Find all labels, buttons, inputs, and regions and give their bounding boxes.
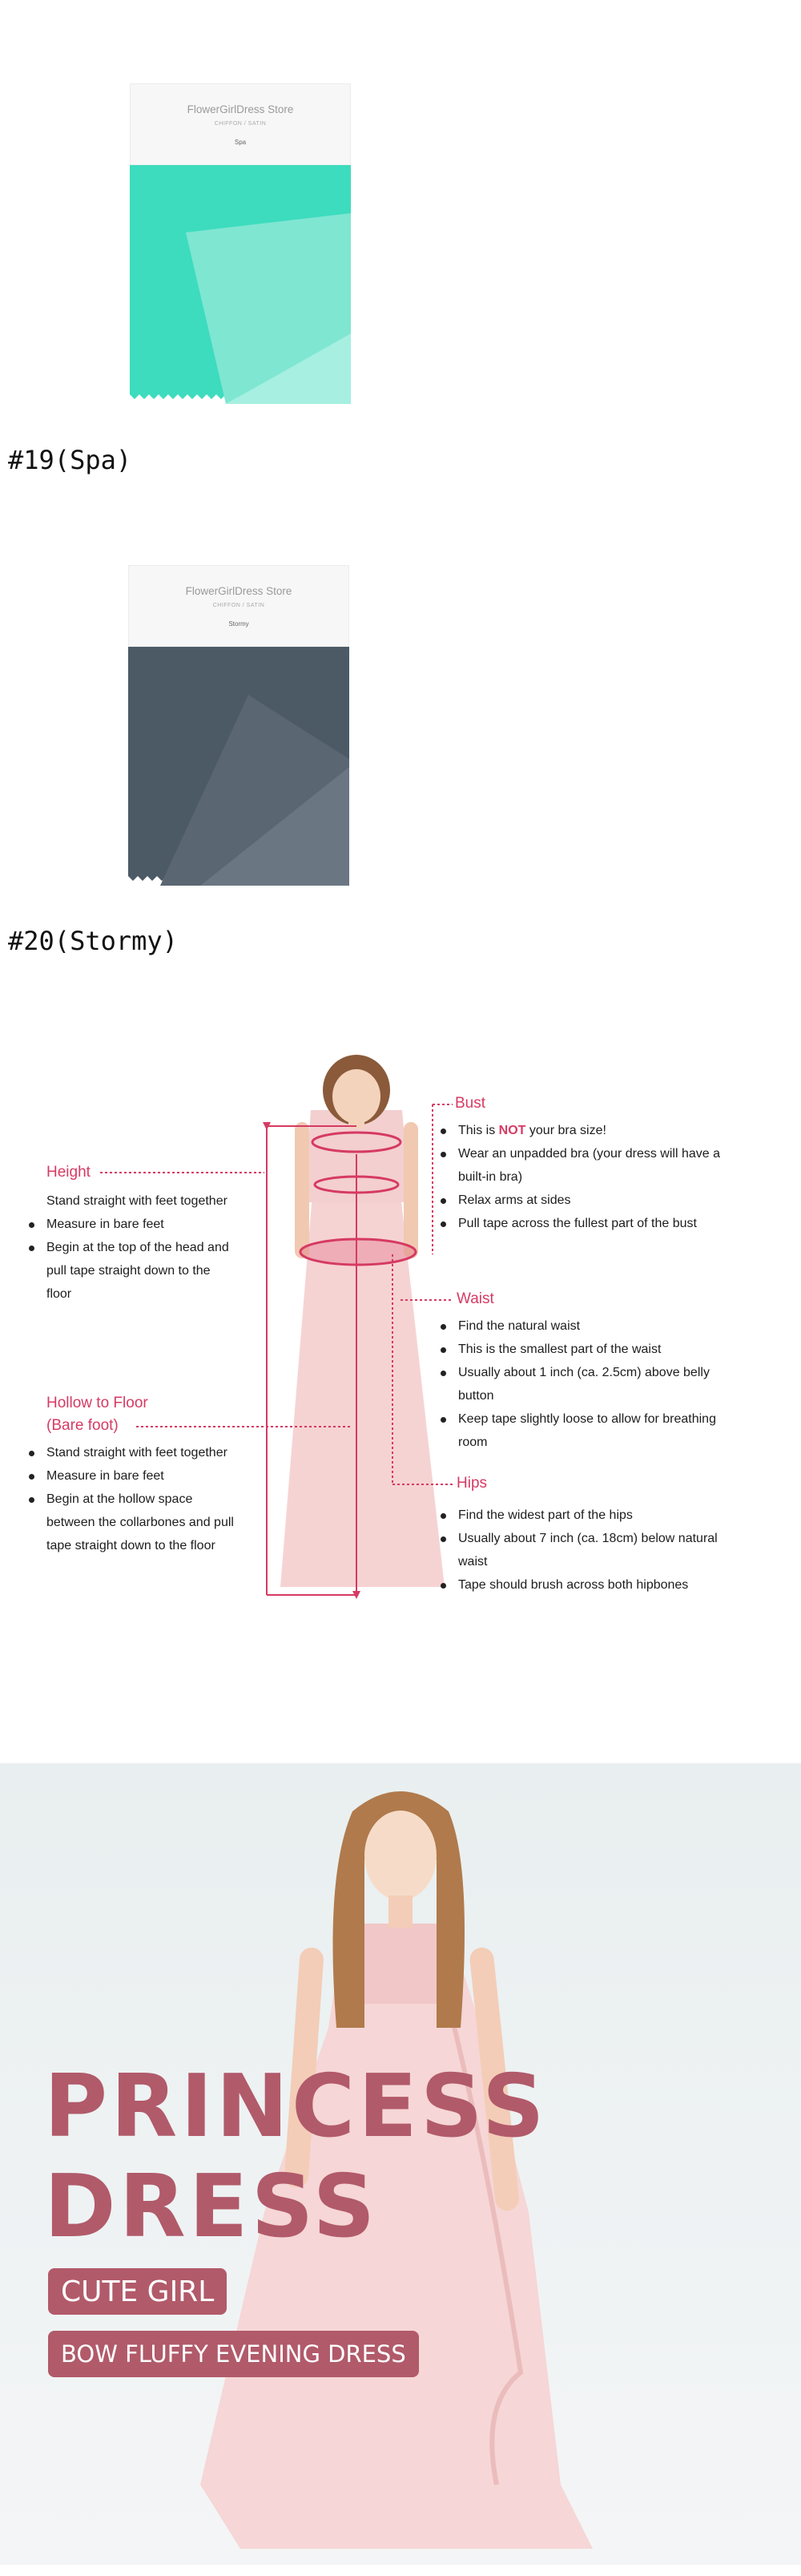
hollow-subtitle: (Bare foot) [46, 1417, 119, 1434]
list-item: tape straight down to the floor [46, 1539, 215, 1552]
swatch-fabric-stormy [128, 647, 349, 886]
swatch-label-tag [128, 565, 349, 647]
list-item: floor [46, 1287, 72, 1301]
hollow-title: Hollow to Floor [46, 1395, 148, 1411]
swatch-caption-spa: #19(Spa) [8, 445, 132, 475]
hips-title: Hips [457, 1475, 488, 1492]
bust-title: Bust [455, 1095, 486, 1112]
tag-cute-girl: CUTE GIRL [48, 2268, 227, 2315]
list-item: Pull tape across the fullest part of the bust [442, 1212, 779, 1235]
list-item: room [458, 1435, 488, 1449]
list-item: Measure in bare feet [30, 1213, 271, 1236]
list-item: built-in bra) [458, 1170, 523, 1184]
list-item: Relax arms at sides [442, 1189, 779, 1212]
list-item: This is the smallest part of the waist [442, 1338, 787, 1361]
bust-not-prefix: This is [458, 1124, 499, 1137]
list-item: Stand straight with feet together [46, 1194, 227, 1208]
swatch-fabric: CHIFFON / SATIN [214, 121, 267, 127]
swatch-store-name: FlowerGirlDress Store [185, 585, 292, 597]
waist-instructions [442, 1314, 787, 1454]
list-item [442, 1119, 779, 1142]
swatch-fabric-spa [130, 165, 351, 404]
bust-not-word: NOT [498, 1124, 526, 1137]
list-item: Usually about 1 inch (ca. 2.5cm) above belly [442, 1361, 787, 1384]
list-item: Begin at the hollow space [30, 1488, 287, 1511]
headline-dress: DRESS [44, 2157, 379, 2257]
list-item: Keep tape slightly loose to allow for breathing [442, 1407, 787, 1431]
list-item: Usually about 7 inch (ca. 18cm) below natural [442, 1527, 787, 1550]
list-item: button [458, 1389, 494, 1403]
tag-bow-fluffy: BOW FLUFFY EVENING DRESS [48, 2331, 419, 2377]
bust-not-suffix: your bra size! [525, 1124, 606, 1137]
height-title: Height [46, 1164, 91, 1181]
waist-title: Waist [457, 1290, 494, 1307]
swatch-store-name: FlowerGirlDress Store [187, 103, 294, 115]
promo-banner [0, 1763, 801, 2565]
list-item: Find the widest part of the hips [442, 1504, 787, 1527]
list-item: Wear an unpadded bra (your dress will have a [442, 1142, 779, 1165]
list-item: Begin at the top of the head and [30, 1236, 271, 1259]
hollow-instructions [30, 1441, 287, 1557]
hips-instructions [442, 1504, 787, 1597]
list-item: waist [458, 1555, 488, 1569]
list-item: Measure in bare feet [30, 1464, 287, 1488]
height-instructions [30, 1189, 271, 1306]
headline-princess: PRINCESS [44, 2057, 548, 2157]
list-item: between the collarbones and pull [46, 1516, 234, 1529]
list-item: Tape should brush across both hipbones [442, 1573, 787, 1597]
list-item: Stand straight with feet together [30, 1441, 287, 1464]
measurement-guide [0, 1042, 801, 1651]
bust-instructions [442, 1119, 779, 1235]
swatch-fabric: CHIFFON / SATIN [212, 603, 265, 608]
swatch-code: Spa [234, 139, 247, 146]
list-item: pull tape straight down to the [46, 1264, 211, 1278]
list-item: Find the natural waist [442, 1314, 787, 1338]
swatch-label-tag [130, 83, 351, 165]
swatch-code: Stormy [228, 620, 249, 628]
swatch-caption-stormy: #20(Stormy) [8, 926, 178, 956]
